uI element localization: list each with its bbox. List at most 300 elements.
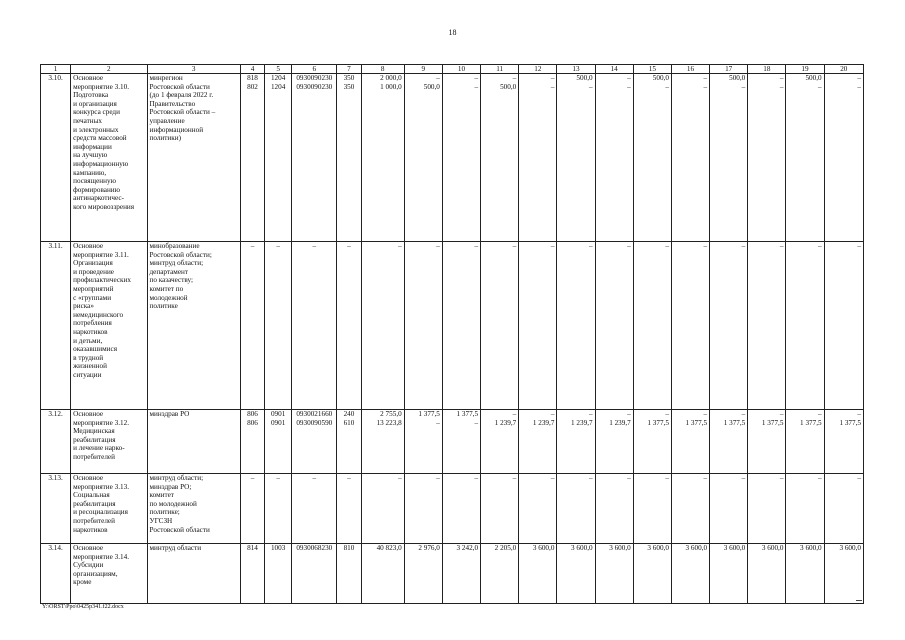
cell-value: –: [588, 474, 593, 482]
activity-title-line: потребителей: [73, 516, 115, 525]
value-cell: [710, 474, 748, 544]
cell-value: 2 000,0: [380, 74, 402, 82]
value-cell: [671, 474, 709, 544]
value-cell: [824, 74, 863, 242]
executor-line: Ростовской области: [149, 82, 210, 91]
cell-value: –: [474, 418, 479, 427]
column-number: 1: [41, 65, 71, 74]
cell-value: –: [588, 242, 593, 250]
cell-value: –: [627, 242, 631, 250]
value-cell: [337, 474, 361, 544]
activity-title-line: Основное: [73, 242, 104, 250]
cell-value: 240: [343, 410, 355, 418]
activity-title-line: и проведение: [73, 267, 114, 276]
value-cell: [633, 74, 671, 242]
activity-title-line: мероприятий: [73, 284, 114, 293]
value-cell: [292, 410, 337, 474]
value-cell: [710, 74, 748, 242]
cell-value: –: [627, 82, 631, 91]
cell-value: 1 239,7: [532, 418, 555, 427]
cell-value: 3 600,0: [800, 544, 822, 552]
column-number: 8: [361, 65, 404, 74]
page-number: 18: [448, 28, 457, 37]
activity-title-line: риска»: [73, 302, 94, 311]
cell-value: 1 377,5: [685, 418, 708, 427]
row-number: 3.12.: [41, 410, 71, 474]
cell-value: 0930068230: [296, 544, 333, 552]
executor-line: информационной: [149, 125, 204, 134]
activity-title-line: и лечение нарко-: [73, 444, 125, 453]
cell-value: 1 377,5: [800, 418, 822, 427]
value-cell: [442, 242, 480, 410]
cell-value: 814: [247, 544, 258, 552]
cell-value: –: [512, 410, 517, 418]
file-path-footer: Y:\ORST\Ppo\0425p341.f22.docx: [42, 604, 124, 610]
cell-value: –: [276, 474, 280, 482]
cell-value: 1204: [270, 82, 286, 91]
activity-title-line: печатных: [73, 116, 103, 125]
column-number: 12: [519, 65, 557, 74]
value-cell: [595, 242, 633, 410]
cell-value: –: [703, 474, 708, 482]
value-cell: [824, 410, 863, 474]
table-row: [41, 242, 864, 410]
column-number: 10: [442, 65, 480, 74]
value-cell: [292, 544, 337, 604]
executor-line: политике: [149, 302, 178, 311]
column-number-row: [41, 65, 864, 74]
executor-line: комитет: [149, 491, 174, 500]
cell-value: 3 600,0: [723, 544, 746, 552]
cell-value: –: [741, 242, 746, 250]
value-cell: [404, 544, 442, 604]
cell-value: –: [627, 410, 631, 418]
value-cell: [337, 544, 361, 604]
column-number: 19: [786, 65, 824, 74]
cell-value: –: [436, 418, 440, 427]
value-cell: [710, 410, 748, 474]
value-cell: [240, 410, 264, 474]
column-number: 3: [147, 65, 240, 74]
activity-title-line: и детьми,: [73, 336, 103, 345]
column-number: 4: [240, 65, 264, 74]
cell-value: –: [398, 242, 402, 250]
cell-value: –: [857, 74, 861, 82]
cell-value: –: [779, 410, 784, 418]
cell-value: 3 242,0: [456, 544, 479, 552]
cell-value: –: [512, 242, 517, 250]
value-cell: [240, 74, 264, 242]
value-cell: [337, 74, 361, 242]
value-cell: [557, 74, 595, 242]
value-cell: [265, 74, 292, 242]
executor: [147, 544, 240, 604]
value-cell: [240, 474, 264, 544]
cell-value: –: [779, 74, 784, 82]
value-cell: [748, 74, 786, 242]
cell-value: 500,0: [500, 82, 517, 91]
value-cell: [748, 410, 786, 474]
activity-title-line: Субсидии: [73, 561, 104, 570]
activity-title-line: жизненной: [73, 362, 107, 371]
value-cell: [519, 474, 557, 544]
value-cell: [481, 474, 519, 544]
cell-value: 3 600,0: [647, 544, 669, 552]
value-cell: [786, 544, 824, 604]
cell-value: –: [347, 242, 351, 250]
value-cell: [557, 410, 595, 474]
executor-line: комитет по: [149, 284, 184, 293]
cell-value: –: [436, 242, 440, 250]
cell-value: –: [818, 242, 822, 250]
value-cell: [442, 74, 480, 242]
cell-value: 3 600,0: [532, 544, 555, 552]
cell-value: –: [818, 410, 822, 418]
cell-value: –: [474, 74, 479, 82]
executor-line: минобразование: [149, 242, 200, 250]
executor-line: (до 1 февраля 2022 г.: [149, 91, 214, 100]
value-cell: [240, 242, 264, 410]
cell-value: –: [312, 242, 317, 250]
activity-title-line: информационную: [73, 159, 129, 168]
value-cell: [337, 242, 361, 410]
activity-title-line: потребления: [73, 319, 112, 328]
activity-title-line: и электронных: [73, 125, 119, 134]
program-table: [40, 64, 864, 604]
cell-value: 1 377,5: [418, 410, 440, 418]
executor-line: минздрав РО: [149, 410, 190, 418]
activity-title: [71, 242, 147, 410]
executor-line: Ростовской области –: [149, 108, 216, 117]
cell-value: 1 377,5: [456, 410, 479, 418]
cell-value: 1 377,5: [723, 418, 746, 427]
value-cell: [481, 242, 519, 410]
cell-value: 3 600,0: [839, 544, 861, 552]
activity-title-line: реабилитация: [73, 435, 116, 444]
value-cell: [361, 242, 404, 410]
executor-line: минрегион: [149, 74, 183, 82]
column-number: 13: [557, 65, 595, 74]
value-cell: [519, 74, 557, 242]
cell-value: –: [818, 82, 822, 91]
value-cell: [824, 544, 863, 604]
cell-value: 0901: [270, 410, 286, 418]
activity-title-line: мероприятие 3.10.: [73, 82, 130, 91]
value-cell: [710, 242, 748, 410]
cell-value: –: [347, 474, 351, 482]
activity-title-line: средств массовой: [73, 134, 127, 143]
cell-value: –: [779, 82, 784, 91]
cell-value: 3 600,0: [609, 544, 631, 552]
cell-value: –: [474, 242, 479, 250]
cell-value: 350: [343, 74, 355, 82]
executor-line: политики): [149, 134, 181, 143]
cell-value: 500,0: [576, 74, 593, 82]
executor-line: по молодежной: [149, 499, 197, 508]
activity-title-line: Основное: [73, 74, 104, 82]
cell-value: 610: [343, 418, 355, 427]
activity-title-line: и организация: [73, 99, 117, 108]
cell-value: –: [857, 474, 861, 482]
activity-title-line: мероприятие 3.12.: [73, 418, 130, 427]
activity-title-line: Организация: [73, 259, 113, 268]
cell-value: 0930090230: [296, 82, 333, 91]
cell-value: 350: [343, 82, 355, 91]
cell-value: –: [550, 82, 555, 91]
executor-line: Правительство: [149, 99, 196, 108]
cell-value: 500,0: [805, 74, 822, 82]
value-cell: [824, 474, 863, 544]
value-cell: [361, 474, 404, 544]
value-cell: [633, 474, 671, 544]
executor-line: департамент: [149, 267, 189, 276]
value-cell: [595, 74, 633, 242]
activity-title-line: и ресоциализация: [73, 508, 128, 517]
activity-title-line: формированию: [73, 185, 121, 194]
executor: [147, 474, 240, 544]
cell-value: –: [779, 474, 784, 482]
cell-value: 1 239,7: [609, 418, 631, 427]
cell-value: 1 000,0: [380, 82, 402, 91]
cell-value: –: [474, 474, 479, 482]
value-cell: [481, 544, 519, 604]
activity-title-line: мероприятие 3.13.: [73, 482, 130, 491]
cell-value: 802: [247, 82, 258, 91]
value-cell: [710, 544, 748, 604]
cell-value: 806: [247, 418, 258, 427]
value-cell: [481, 74, 519, 242]
value-cell: [519, 242, 557, 410]
activity-title-line: Основное: [73, 474, 104, 482]
column-number: 5: [265, 65, 292, 74]
cell-value: –: [436, 474, 440, 482]
cell-value: 810: [343, 544, 355, 552]
value-cell: [240, 544, 264, 604]
executor: [147, 242, 240, 410]
value-cell: [292, 242, 337, 410]
value-cell: [671, 242, 709, 410]
cell-value: 1 377,5: [647, 418, 669, 427]
value-cell: [786, 74, 824, 242]
activity-title: [71, 74, 147, 242]
activity-title-line: реабилитация: [73, 499, 116, 508]
value-cell: [595, 474, 633, 544]
cell-value: –: [250, 474, 255, 482]
cell-value: –: [857, 82, 861, 91]
executor-line: минтруд области: [149, 544, 202, 552]
cell-value: –: [550, 74, 555, 82]
activity-title-line: потребителей: [73, 452, 115, 461]
value-cell: [748, 242, 786, 410]
cell-value: 1204: [270, 74, 286, 82]
activity-title-line: посвященную: [73, 177, 116, 186]
cell-value: 40 823,0: [376, 544, 402, 552]
value-cell: [671, 544, 709, 604]
value-cell: [633, 544, 671, 604]
cell-value: 806: [247, 410, 258, 418]
cell-value: –: [703, 74, 708, 82]
cell-value: 3 600,0: [571, 544, 593, 552]
value-cell: [557, 544, 595, 604]
activity-title-line: наркотиков: [73, 327, 108, 336]
value-cell: [292, 474, 337, 544]
table-row: [41, 410, 864, 474]
value-cell: [786, 410, 824, 474]
cell-value: 2 755,0: [380, 410, 402, 418]
column-number: 14: [595, 65, 633, 74]
activity-title-line: Медицинская: [73, 427, 115, 436]
value-cell: [404, 410, 442, 474]
activity-title-line: Подготовка: [73, 91, 109, 100]
value-cell: [361, 544, 404, 604]
table-row: [41, 544, 864, 604]
cell-value: 0930090590: [296, 418, 333, 427]
value-cell: [442, 410, 480, 474]
column-number: 18: [748, 65, 786, 74]
cell-value: 500,0: [652, 74, 669, 82]
executor-line: по казачеству;: [149, 276, 194, 285]
activity-title-line: ситуации: [73, 370, 102, 379]
executor: [147, 74, 240, 242]
cell-value: –: [741, 474, 746, 482]
column-number: 9: [404, 65, 442, 74]
row-number: 3.14.: [41, 544, 71, 604]
activity-title-line: кампанию,: [73, 168, 107, 177]
cell-value: 1 239,7: [494, 418, 517, 427]
cell-value: 500,0: [729, 74, 746, 82]
executor-line: минздрав РО;: [149, 482, 192, 491]
activity-title-line: на лучшую: [73, 151, 108, 160]
table-row: [41, 474, 864, 544]
activity-title-line: Основное: [73, 544, 104, 552]
activity-title-line: наркотиков: [73, 525, 108, 534]
cell-value: –: [512, 474, 517, 482]
value-cell: [557, 474, 595, 544]
activity-title-line: с «группами: [73, 293, 112, 302]
value-cell: [337, 410, 361, 474]
value-cell: [748, 544, 786, 604]
value-cell: [748, 474, 786, 544]
value-cell: [557, 242, 595, 410]
cell-value: –: [857, 410, 861, 418]
cell-value: 13 223,8: [376, 418, 402, 427]
value-cell: [786, 474, 824, 544]
cell-value: –: [818, 474, 822, 482]
cell-value: 500,0: [423, 82, 440, 91]
cell-value: –: [474, 82, 479, 91]
column-number: 2: [71, 65, 147, 74]
value-cell: [265, 474, 292, 544]
value-cell: [595, 544, 633, 604]
cell-value: 1 239,7: [571, 418, 593, 427]
executor-line: Ростовской области: [149, 525, 210, 534]
cell-value: –: [741, 82, 746, 91]
column-number: 11: [481, 65, 519, 74]
cell-value: –: [250, 242, 255, 250]
activity-title-line: мероприятие 3.11.: [73, 250, 129, 259]
activity-title-line: профилактических: [73, 276, 131, 285]
activity-title: [71, 410, 147, 474]
value-cell: [265, 410, 292, 474]
cell-value: –: [665, 474, 669, 482]
activity-title-line: в трудной: [73, 353, 104, 362]
value-cell: [404, 242, 442, 410]
activity-title-line: организациям,: [73, 569, 118, 578]
cell-value: 2 205,0: [494, 544, 517, 552]
cell-value: –: [436, 74, 440, 82]
activity-title-line: оказавшимися: [73, 345, 118, 354]
activity-title-line: антинаркотичес-: [73, 194, 124, 203]
value-cell: [404, 474, 442, 544]
activity-title: [71, 544, 147, 604]
cell-value: –: [276, 242, 280, 250]
value-cell: [633, 242, 671, 410]
cell-value: –: [665, 82, 669, 91]
cell-value: 0930021660: [296, 410, 333, 418]
cell-value: –: [665, 410, 669, 418]
cell-value: –: [703, 82, 708, 91]
cell-value: –: [550, 410, 555, 418]
cell-value: –: [627, 74, 631, 82]
executor-line: минтруд области;: [149, 474, 204, 482]
executor-line: УГСЗН: [149, 516, 173, 525]
value-cell: [481, 410, 519, 474]
cell-value: 1003: [270, 544, 286, 552]
executor-line: политике;: [149, 508, 180, 517]
column-number: 6: [292, 65, 337, 74]
cell-value: –: [312, 474, 317, 482]
cell-value: –: [857, 242, 861, 250]
cell-value: –: [665, 242, 669, 250]
activity-title-line: кроме: [73, 578, 92, 587]
activity-title-line: немедицинского: [73, 310, 124, 319]
value-cell: [442, 544, 480, 604]
cell-value: 2 976,0: [418, 544, 440, 552]
value-cell: [786, 242, 824, 410]
value-cell: [633, 410, 671, 474]
activity-title-line: кого мировоззрения: [73, 202, 135, 211]
executor-line: минтруд области;: [149, 259, 204, 268]
cell-value: 1 377,5: [761, 418, 784, 427]
column-number: 15: [633, 65, 671, 74]
column-number: 17: [710, 65, 748, 74]
activity-title-line: Социальная: [73, 491, 110, 500]
value-cell: [824, 242, 863, 410]
value-cell: [671, 410, 709, 474]
value-cell: [265, 242, 292, 410]
cell-value: –: [588, 410, 593, 418]
value-cell: [361, 410, 404, 474]
executor-line: управление: [149, 116, 185, 125]
value-cell: [519, 410, 557, 474]
cell-value: –: [741, 410, 746, 418]
cell-value: –: [588, 82, 593, 91]
cell-value: 818: [247, 74, 258, 82]
cell-value: 1 377,5: [839, 418, 861, 427]
value-cell: [404, 74, 442, 242]
activity-title-line: конкурса среди: [73, 108, 120, 117]
table-row: [41, 74, 864, 242]
value-cell: [671, 74, 709, 242]
column-number: 7: [337, 65, 361, 74]
cell-value: –: [703, 410, 708, 418]
cell-value: 0930090230: [296, 74, 333, 82]
value-cell: [292, 74, 337, 242]
value-cell: [595, 410, 633, 474]
column-number: 20: [824, 65, 863, 74]
executor: [147, 410, 240, 474]
value-cell: [265, 544, 292, 604]
